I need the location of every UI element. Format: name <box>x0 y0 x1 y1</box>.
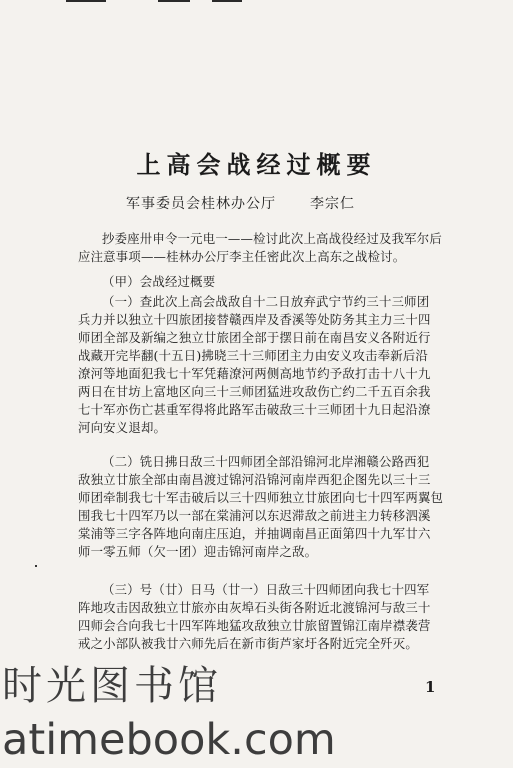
body-line: （三）号（廿）日马（廿一）日敌三十四师团向我七十四军 <box>102 582 430 597</box>
body-line: 棠浦等三字各阵地向南庄压迫，并抽调南昌正面第四十九军廿六 <box>78 526 431 541</box>
watermark-url: atimebook.com <box>2 715 336 765</box>
body-line: （一）查此次上高会战敌自十二日放弃武宁节约三十三师团 <box>102 294 430 309</box>
body-line: 应注意事项——桂林办公厅李主任密此次上高东之战检讨。 <box>78 249 406 264</box>
body-line: 七十军亦伤亡甚重军得将此路军击破敌三十三师团十九日起沿潦 <box>78 402 431 417</box>
body-line: 师团全部及新编之独立廿旅团全部于摆日前在南昌安义各附近行 <box>78 330 431 345</box>
body-line: 抄委座卅申令一元电一——检讨此次上高战役经过及我军尔后 <box>102 231 442 246</box>
body-line: 围我七十四军乃以一部在棠浦河以东迟滞敌之前进主力转移泗溪 <box>78 508 431 523</box>
document-title: 上高会战经过概要 <box>136 150 377 179</box>
body-line: 师团牵制我七十军击破后以三十四师独立廿旅团向七十四军两翼包 <box>78 490 444 505</box>
body-line: 戒之小部队被我廿六师先后在新市街芦家圩各附近完全歼灭。 <box>78 636 418 651</box>
body-line: 师一零五师（欠一团）迎击锦河南岸之敌。 <box>78 544 318 559</box>
top-scan-mark <box>66 0 106 2</box>
body-line: 战藏开完毕翻(十五日)拂晓三十三师团主力由安义攻击奉新后沿 <box>78 348 429 363</box>
author-line <box>126 193 426 213</box>
author-name: 李宗仁 <box>310 196 355 212</box>
author-office: 军事委员会桂林办公厅 <box>126 196 276 212</box>
body-line: 河向安义退却。 <box>78 420 167 435</box>
watermark-site-name: 时光图书馆 <box>2 663 222 709</box>
body-line: 敌独立廿旅全部由南昌渡过锦河沿锦河南岸西犯企图先以三十三 <box>78 472 431 487</box>
margin-mark <box>35 565 37 567</box>
top-scan-mark <box>212 0 242 2</box>
page-number: 1 <box>425 678 436 696</box>
body-line: （二）铣日拂日敌三十四师团全部沿锦河北岸湘赣公路西犯 <box>102 454 430 469</box>
top-scan-mark <box>158 0 190 2</box>
body-line: 兵力并以独立十四旅团接替赣西岸及香溪等处防务其主力三十四 <box>78 312 431 327</box>
body-line: 阵地攻击因敌独立廿旅亦由灰埠石头街各附近北渡锦河与敌三十 <box>78 600 431 615</box>
body-line: 四师会合向我七十四军阵地猛攻敌独立廿旅留置锦江南岸襟袭营 <box>78 618 431 633</box>
section-heading: （甲）会战经过概要 <box>102 274 216 289</box>
body-line: 两日在甘坊上富地区向三十三师团猛进攻敌伤亡约二千五百余我 <box>78 384 431 399</box>
body-line: 潦河等地面犯我七十军凭藉潦河两侧高地节约予敌打击十八十九 <box>78 366 431 381</box>
